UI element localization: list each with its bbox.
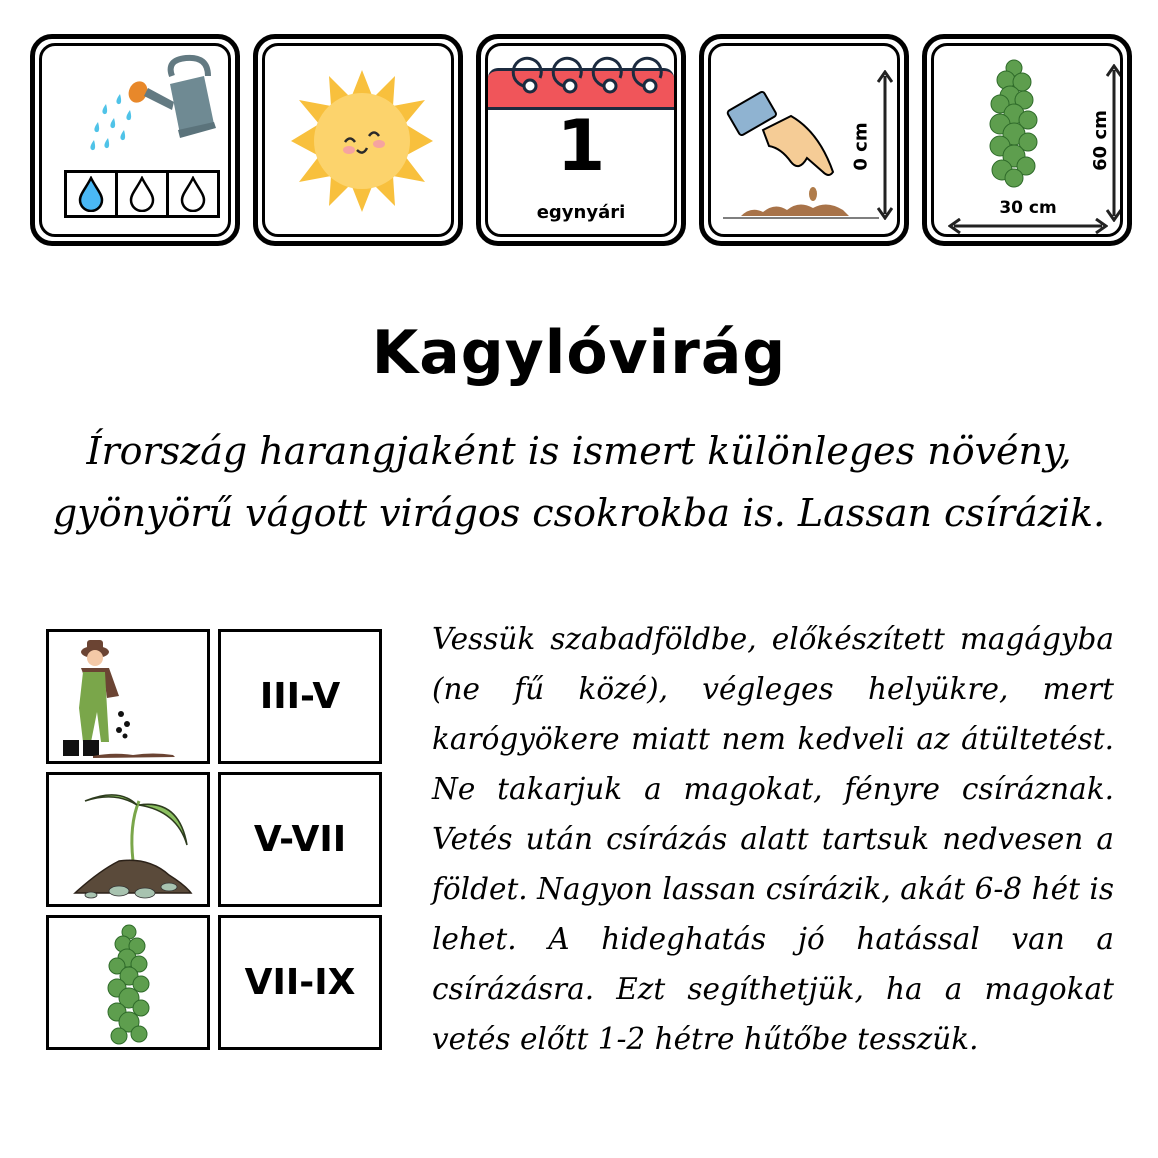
height-label: 60 cm bbox=[1089, 110, 1111, 171]
schedule-sprouting-image bbox=[46, 772, 210, 907]
depth-label: 0 cm bbox=[850, 122, 872, 171]
water-drop-empty-icon bbox=[169, 173, 217, 215]
schedule-sowing-image bbox=[46, 629, 210, 764]
width-label: 30 cm bbox=[999, 198, 1057, 218]
horizontal-arrow-icon bbox=[948, 218, 1108, 234]
plant-subtitle: Írország harangjaként is ismert különleges növény, gyönyörű vágott virágos csokrokba is. Lassan csírázik. bbox=[52, 429, 1106, 535]
water-drop-empty-icon bbox=[118, 173, 169, 215]
watering-can-icon bbox=[72, 54, 222, 154]
schedule-sprouting-months: V-VII bbox=[218, 772, 382, 907]
calendar-label: egynyári bbox=[536, 202, 626, 223]
bells-of-ireland-icon bbox=[984, 58, 1044, 188]
vertical-arrow-icon bbox=[877, 70, 893, 220]
calendar-number: 1 bbox=[556, 105, 606, 187]
schedule-sowing-months: III-V bbox=[218, 629, 382, 764]
growing-instructions: Vessük szabadföldbe, előkészített magágyba (ne fű közé), végleges helyükre, mert karógyökere miatt nem kedveli az átültetést. Ne takarjuk a magokat, fényre csíráznak. Vetés után csírázás alatt tartsuk nedvesen a földet. Nagyon lassan csírázik, akát 6-8 hét is lehet. A hideghatás jó hatással van a csírázásra. Ezt segíthetjük, ha a magokat vetés előtt 1-2 hétre hűtőbe tesszük. bbox=[432, 622, 1114, 1056]
plant-size-tile bbox=[922, 34, 1132, 246]
seedling-icon bbox=[49, 775, 209, 905]
sun-icon bbox=[287, 66, 437, 216]
sowing-depth-tile bbox=[699, 34, 909, 246]
sunlight-tile bbox=[253, 34, 463, 246]
gardener-sowing-icon bbox=[49, 632, 209, 762]
calendar-rings-icon bbox=[508, 50, 668, 100]
watering-level bbox=[64, 170, 220, 218]
watering-tile bbox=[30, 34, 240, 246]
lifecycle-tile bbox=[476, 34, 686, 246]
water-drop-filled-icon bbox=[67, 173, 118, 215]
schedule-flowering-months: VII-IX bbox=[218, 915, 382, 1050]
page-title: Kagylóvirág bbox=[371, 318, 787, 388]
bells-of-ireland-icon bbox=[49, 918, 209, 1048]
schedule-flowering-image bbox=[46, 915, 210, 1050]
